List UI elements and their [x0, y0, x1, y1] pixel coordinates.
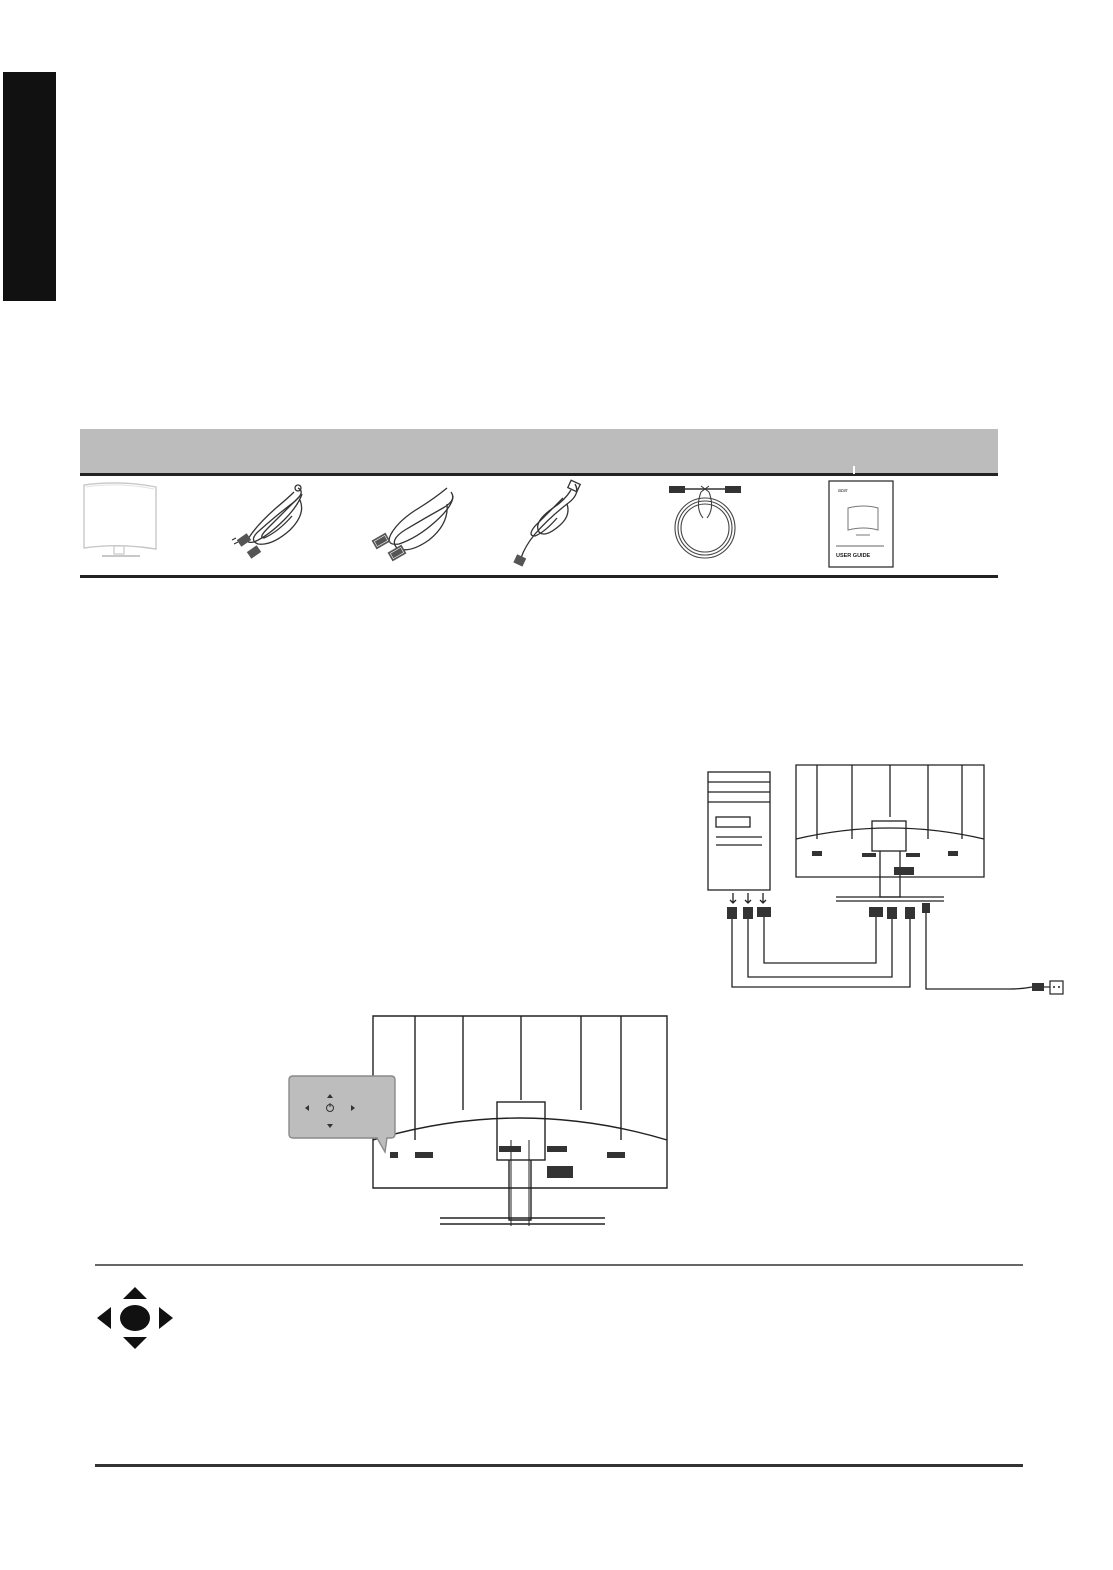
monitor-rear-view — [285, 1010, 685, 1242]
connection-diagram — [692, 757, 1077, 1007]
language-side-tab — [3, 72, 56, 301]
footer-rule-top — [95, 1264, 1023, 1266]
footer-rule-bottom — [95, 1464, 1023, 1467]
package-contents-table-header — [80, 429, 998, 473]
user-guide-icon — [826, 478, 896, 572]
user-guide-brand: acer — [838, 488, 848, 494]
user-guide-cover-text: USER GUIDE — [836, 553, 871, 559]
table-notch — [853, 466, 855, 474]
hdmi-cable-icon — [505, 478, 585, 572]
power-cord-icon — [228, 478, 313, 572]
monitor-icon — [80, 478, 160, 572]
dvi-cable-icon — [365, 478, 460, 572]
table-rule-bottom — [80, 575, 998, 578]
table-rule-top — [80, 473, 998, 476]
displayport-cable-icon — [665, 478, 745, 572]
dpad-icon — [95, 1285, 175, 1351]
